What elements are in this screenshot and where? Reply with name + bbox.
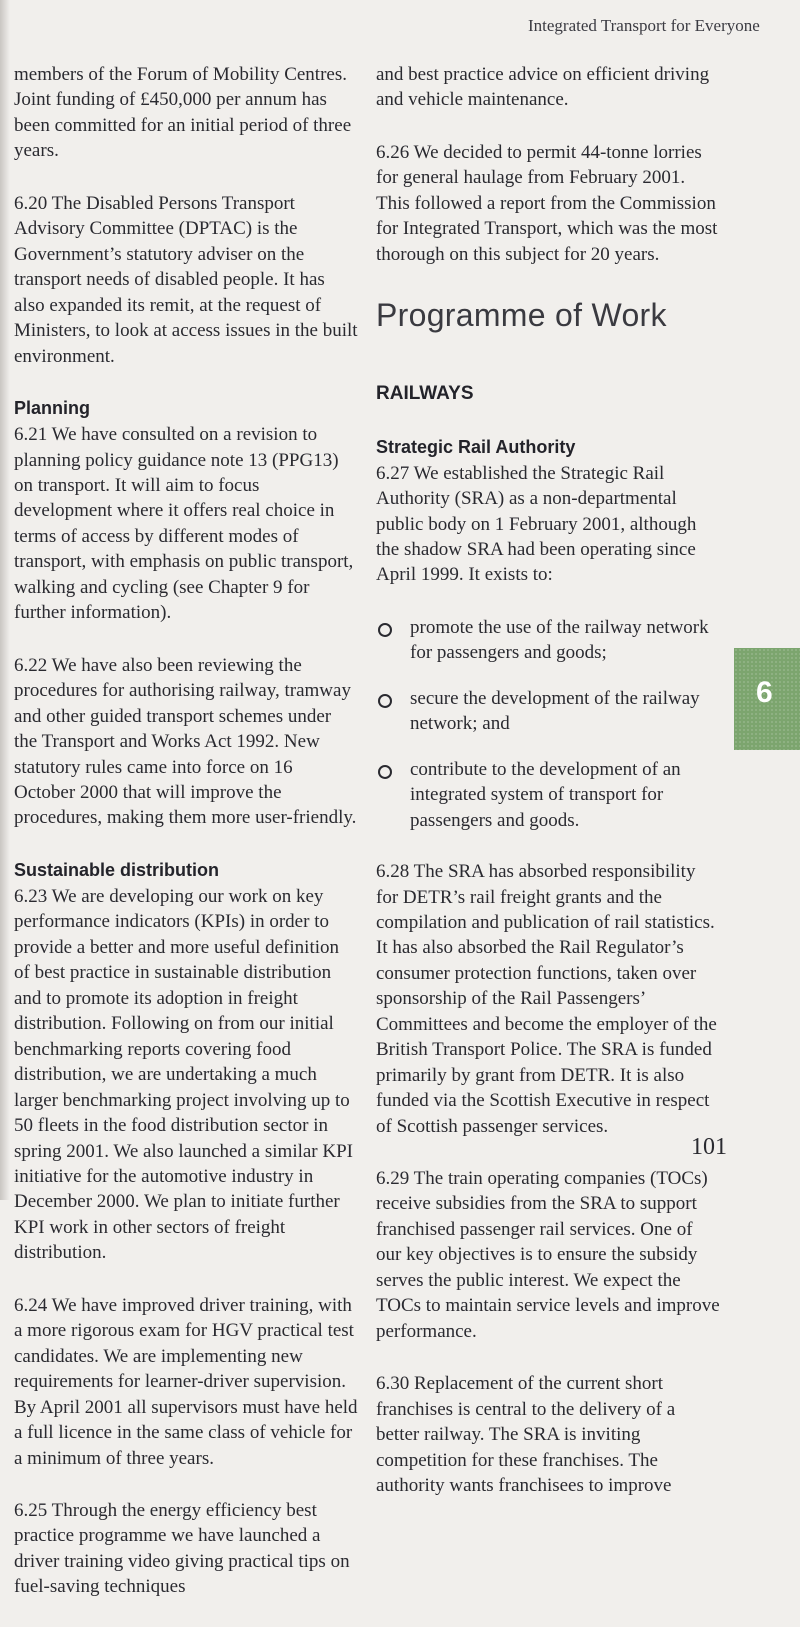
- bullet-icon: [378, 623, 392, 637]
- paragraph-6-26: 6.26 We decided to permit 44-tonne lorries for general haulage from February 2001. This followed a report from the Commission for Integrated Transport, which was the most thorough on this subject for 20 years.: [376, 141, 718, 265]
- paragraph-6-25: 6.25 Through the energy efficiency best practice programme we have launched a driver training video giving practical tips on fuel-saving techniques: [14, 1499, 350, 1598]
- bullet-icon: [378, 765, 392, 779]
- heading-strategic-rail-authority: Strategic Rail Authority: [376, 436, 576, 457]
- paragraph-6-28: 6.28 The SRA has absorbed responsibility for DETR’s rail freight grants and the compilation and publication of rail statistics. It has also absorbed the Rail Regulator’s consumer protection functions, taken over sponsorship of the Rail Passengers’ Committees and become the employer of the British Transport Police. The SRA is funded primarily by grant from DETR. It is also funded via the Scottish Executive in respect of Scottish passenger services.: [376, 861, 717, 1137]
- bullet-icon: [378, 694, 392, 708]
- paragraph-6-30: 6.30 Replacement of the current short franchises is central to the delivery of a better railway. The SRA is inviting competition for these franchises. The authority wants franchisees to improve: [376, 1373, 676, 1497]
- heading-railways: RAILWAYS: [376, 383, 474, 405]
- list-item: promote the use of the railway network for passengers and goods;: [376, 615, 722, 666]
- chapter-tab: [734, 648, 800, 750]
- running-head: Integrated Transport for Everyone: [528, 16, 760, 35]
- page-number: 101: [691, 1134, 727, 1160]
- paragraph-6-23: 6.23 We are developing our work on key performance indicators (KPIs) in order to provide a better and more useful definition of best practice in sustainable distribution and to promote its adoption in freight distribution. Following on from our initial benchmarking reports covering food distribution, we are undertaking a much larger benchmarking project involving up to 50 fleets in the food distribution sector in spring 2001. We also launched a similar KPI initiative for the automotive industry in December 2000. We plan to initiate further KPI work in other sectors of freight distribution.: [14, 886, 354, 1264]
- list-item: secure the development of the railway network; and: [376, 686, 722, 737]
- paragraph-continued: and best practice advice on efficient driving and vehicle maintenance.: [376, 64, 710, 111]
- heading-sustainable-distribution: Sustainable distribution: [14, 859, 220, 880]
- paragraph-6-29: 6.29 The train operating companies (TOCs) receive subsidies from the SRA to support franchised passenger rail services. One of our key objectives is to ensure the subsidy serves the public interest. We expect the TOCs to maintain service levels and improve performance.: [376, 1168, 720, 1342]
- left-column: [14, 62, 358, 1627]
- paragraph-6-22: 6.22 We have also been reviewing the procedures for authorising railway, tramway and other guided transport schemes under the Transport and Works Act 1992. New statutory rules came into force on 16 October 2000 that will improve the procedures, making them more user-friendly.: [14, 654, 357, 829]
- list-item: contribute to the development of an integrated system of transport for passengers and goods.: [376, 757, 722, 833]
- paragraph-6-27: 6.27 We established the Strategic Rail Authority (SRA) as a non-departmental public body on 1 February 2001, although the shadow SRA had been operating since April 1999. It exists to:: [376, 462, 697, 586]
- page-edge-shadow: [0, 0, 10, 1200]
- paragraph-6-20: 6.20 The Disabled Persons Transport Advisory Committee (DPTAC) is the Government’s statutory adviser on the transport needs of disabled people. It has also expanded its remit, at the request of Ministers, to look at access issues in the built environment.: [14, 192, 358, 367]
- right-column: [376, 62, 722, 1525]
- heading-programme-of-work: Programme of Work: [376, 297, 667, 334]
- paragraph-6-21: 6.21 We have consulted on a revision to planning policy guidance note 13 (PPG13) on transport. It will aim to focus development where it offers real choice in terms of access by different modes of transport, with emphasis on public transport, walking and cycling (see Chapter 9 for further information).: [14, 424, 354, 624]
- paragraph-6-24: 6.24 We have improved driver training, with a more rigorous exam for HGV practical test candidates. We are implementing new requirements for learner-driver supervision. By April 2001 all supervisors must have held a full licence in the same class of vehicle for a minimum of three years.: [14, 1294, 358, 1469]
- chapter-number: 6: [756, 676, 773, 709]
- heading-planning: Planning: [14, 397, 90, 418]
- paragraph-intro: members of the Forum of Mobility Centres. Joint funding of £450,000 per annum has been committed for an initial period of three years.: [14, 64, 352, 162]
- sra-purpose-list: [376, 615, 722, 833]
